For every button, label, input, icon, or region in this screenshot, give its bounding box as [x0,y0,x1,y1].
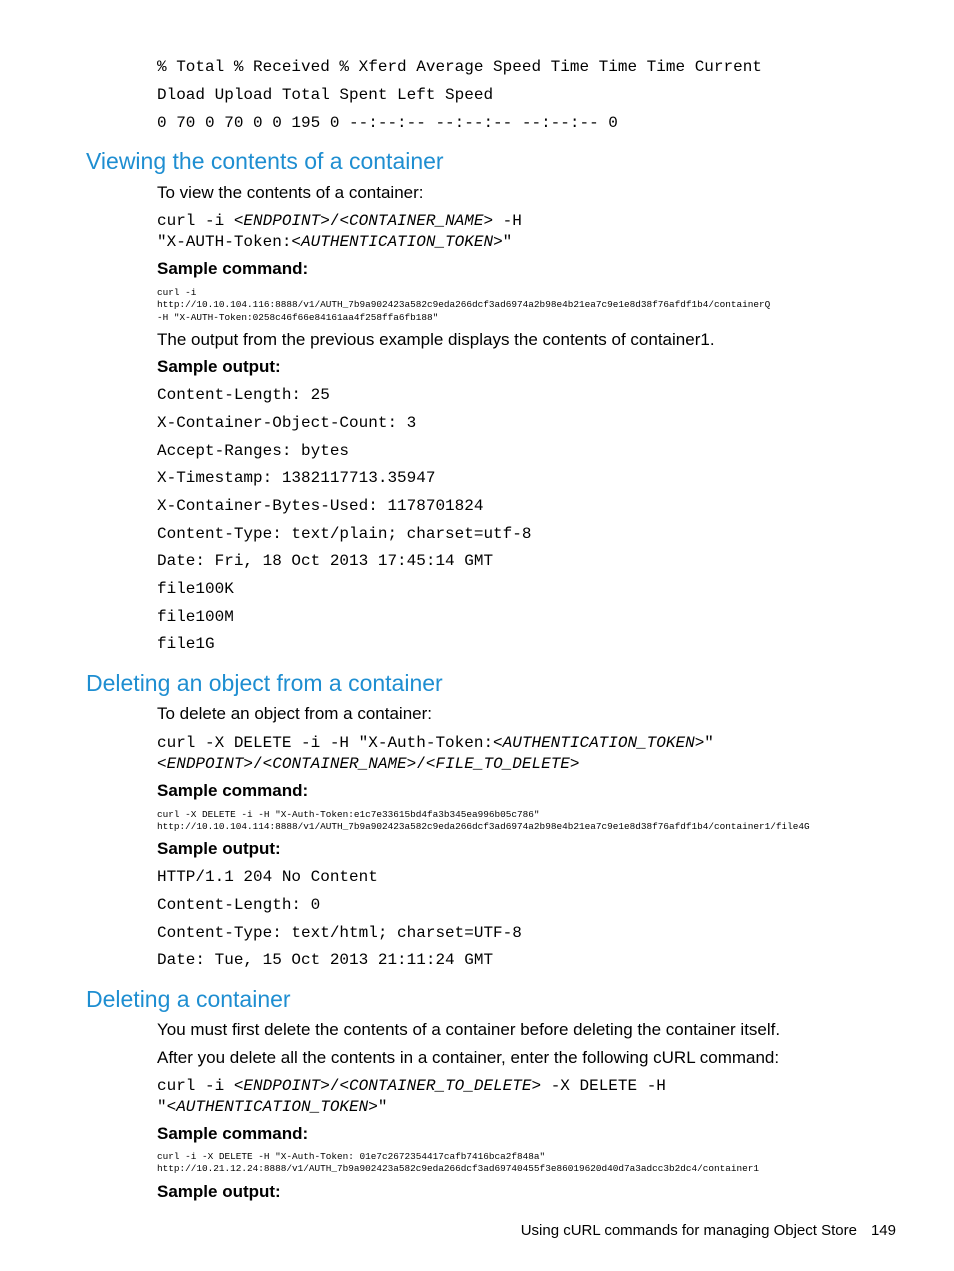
output-description: The output from the previous example displays the contents of container1. [157,330,715,349]
syntax-line: "<AUTHENTICATION_TOKEN>" [157,1098,388,1116]
sample-command-label: Sample command: [157,781,309,800]
sample-output-line: Accept-Ranges: bytes [157,442,350,460]
page-number: 149 [870,1222,896,1239]
paragraph: You must first delete the contents of a container before deleting the container itself. [157,1020,781,1039]
sample-output-label: Sample output: [157,357,281,376]
sample-output-line: Content-Length: 25 [157,386,330,404]
sample-output-line: Content-Length: 0 [157,896,321,914]
output-line: % Total % Received % Xferd Average Speed Time Time Time Current [157,58,762,76]
sample-output-line: X-Timestamp: 1382117713.35947 [157,469,436,487]
syntax-line: <ENDPOINT>/<CONTAINER_NAME>/<FILE_TO_DELETE> [157,755,580,773]
sample-command-line: http://10.10.104.116:8888/v1/AUTH_7b9a902423a582c9eda266dcf3ad6974a2b98e4b21ea7c9e1e8d38f76afdf1b4/containerQ [157,299,771,310]
sample-command-label: Sample command: [157,1124,309,1143]
sample-output-line: Content-Type: text/plain; charset=utf-8 [157,525,532,543]
intro-text: To delete an object from a container: [157,704,432,723]
sample-output-line: file1G [157,635,215,653]
sample-output-line: X-Container-Object-Count: 3 [157,414,417,432]
sample-output-label: Sample output: [157,1182,281,1201]
output-line: Dload Upload Total Spent Left Speed [157,86,494,104]
sample-command-line: curl -X DELETE -i -H "X-Auth-Token:e1c7e33615bd4fa3b345ea996b05c786" [157,809,540,820]
intro-text: To view the contents of a container: [157,183,424,202]
sample-output-line: Date: Fri, 18 Oct 2013 17:45:14 GMT [157,552,494,570]
sample-command-line: -H "X-AUTH-Token:0258c46f66e84161aa4f258ffa6fb188" [157,312,439,323]
sample-output-line: Date: Tue, 15 Oct 2013 21:11:24 GMT [157,951,494,969]
footer-title: Using cURL commands for managing Object Store [520,1222,857,1239]
sample-command-line: http://10.21.12.24:8888/v1/AUTH_7b9a902423a582c9eda266dcf3ad69740455f3e86019620d40d7a3adcc3b2dc4/container1 [157,1163,759,1174]
sample-command-line: curl -i [157,287,197,298]
sample-output-label: Sample output: [157,839,281,858]
sample-output-line: file100K [157,580,234,598]
sample-command-line: curl -i -X DELETE -H "X-Auth-Token: 01e7c2672354417cafb7416bca2f848a" [157,1151,546,1162]
syntax-line: curl -i <ENDPOINT>/<CONTAINER_TO_DELETE> -X DELETE -H [157,1077,666,1095]
output-line: 0 70 0 70 0 0 195 0 --:--:-- --:--:-- --:--:-- 0 [157,114,618,132]
section-heading-delete-object: Deleting an object from a container [86,670,443,696]
sample-output-line: file100M [157,608,234,626]
syntax-line: curl -X DELETE -i -H "X-Auth-Token:<AUTHENTICATION_TOKEN>" [157,734,714,752]
sample-command-line: http://10.10.104.114:8888/v1/AUTH_7b9a902423a582c9eda266dcf3ad6974a2b98e4b21ea7c9e1e8d38f76afdf1b4/container1/file4G [157,821,810,832]
paragraph: After you delete all the contents in a container, enter the following cURL command: [157,1048,780,1067]
page-footer [521,1221,896,1241]
sample-output-line: Content-Type: text/html; charset=UTF-8 [157,924,522,942]
syntax-line: "X-AUTH-Token:<AUTHENTICATION_TOKEN>" [157,233,513,251]
section-heading-view-container: Viewing the contents of a container [86,148,444,174]
syntax-line: curl -i <ENDPOINT>/<CONTAINER_NAME> -H [157,212,522,230]
sample-output-line: HTTP/1.1 204 No Content [157,868,378,886]
section-heading-delete-container: Deleting a container [86,986,291,1012]
sample-output-line: X-Container-Bytes-Used: 1178701824 [157,497,484,515]
sample-command-label: Sample command: [157,259,309,278]
